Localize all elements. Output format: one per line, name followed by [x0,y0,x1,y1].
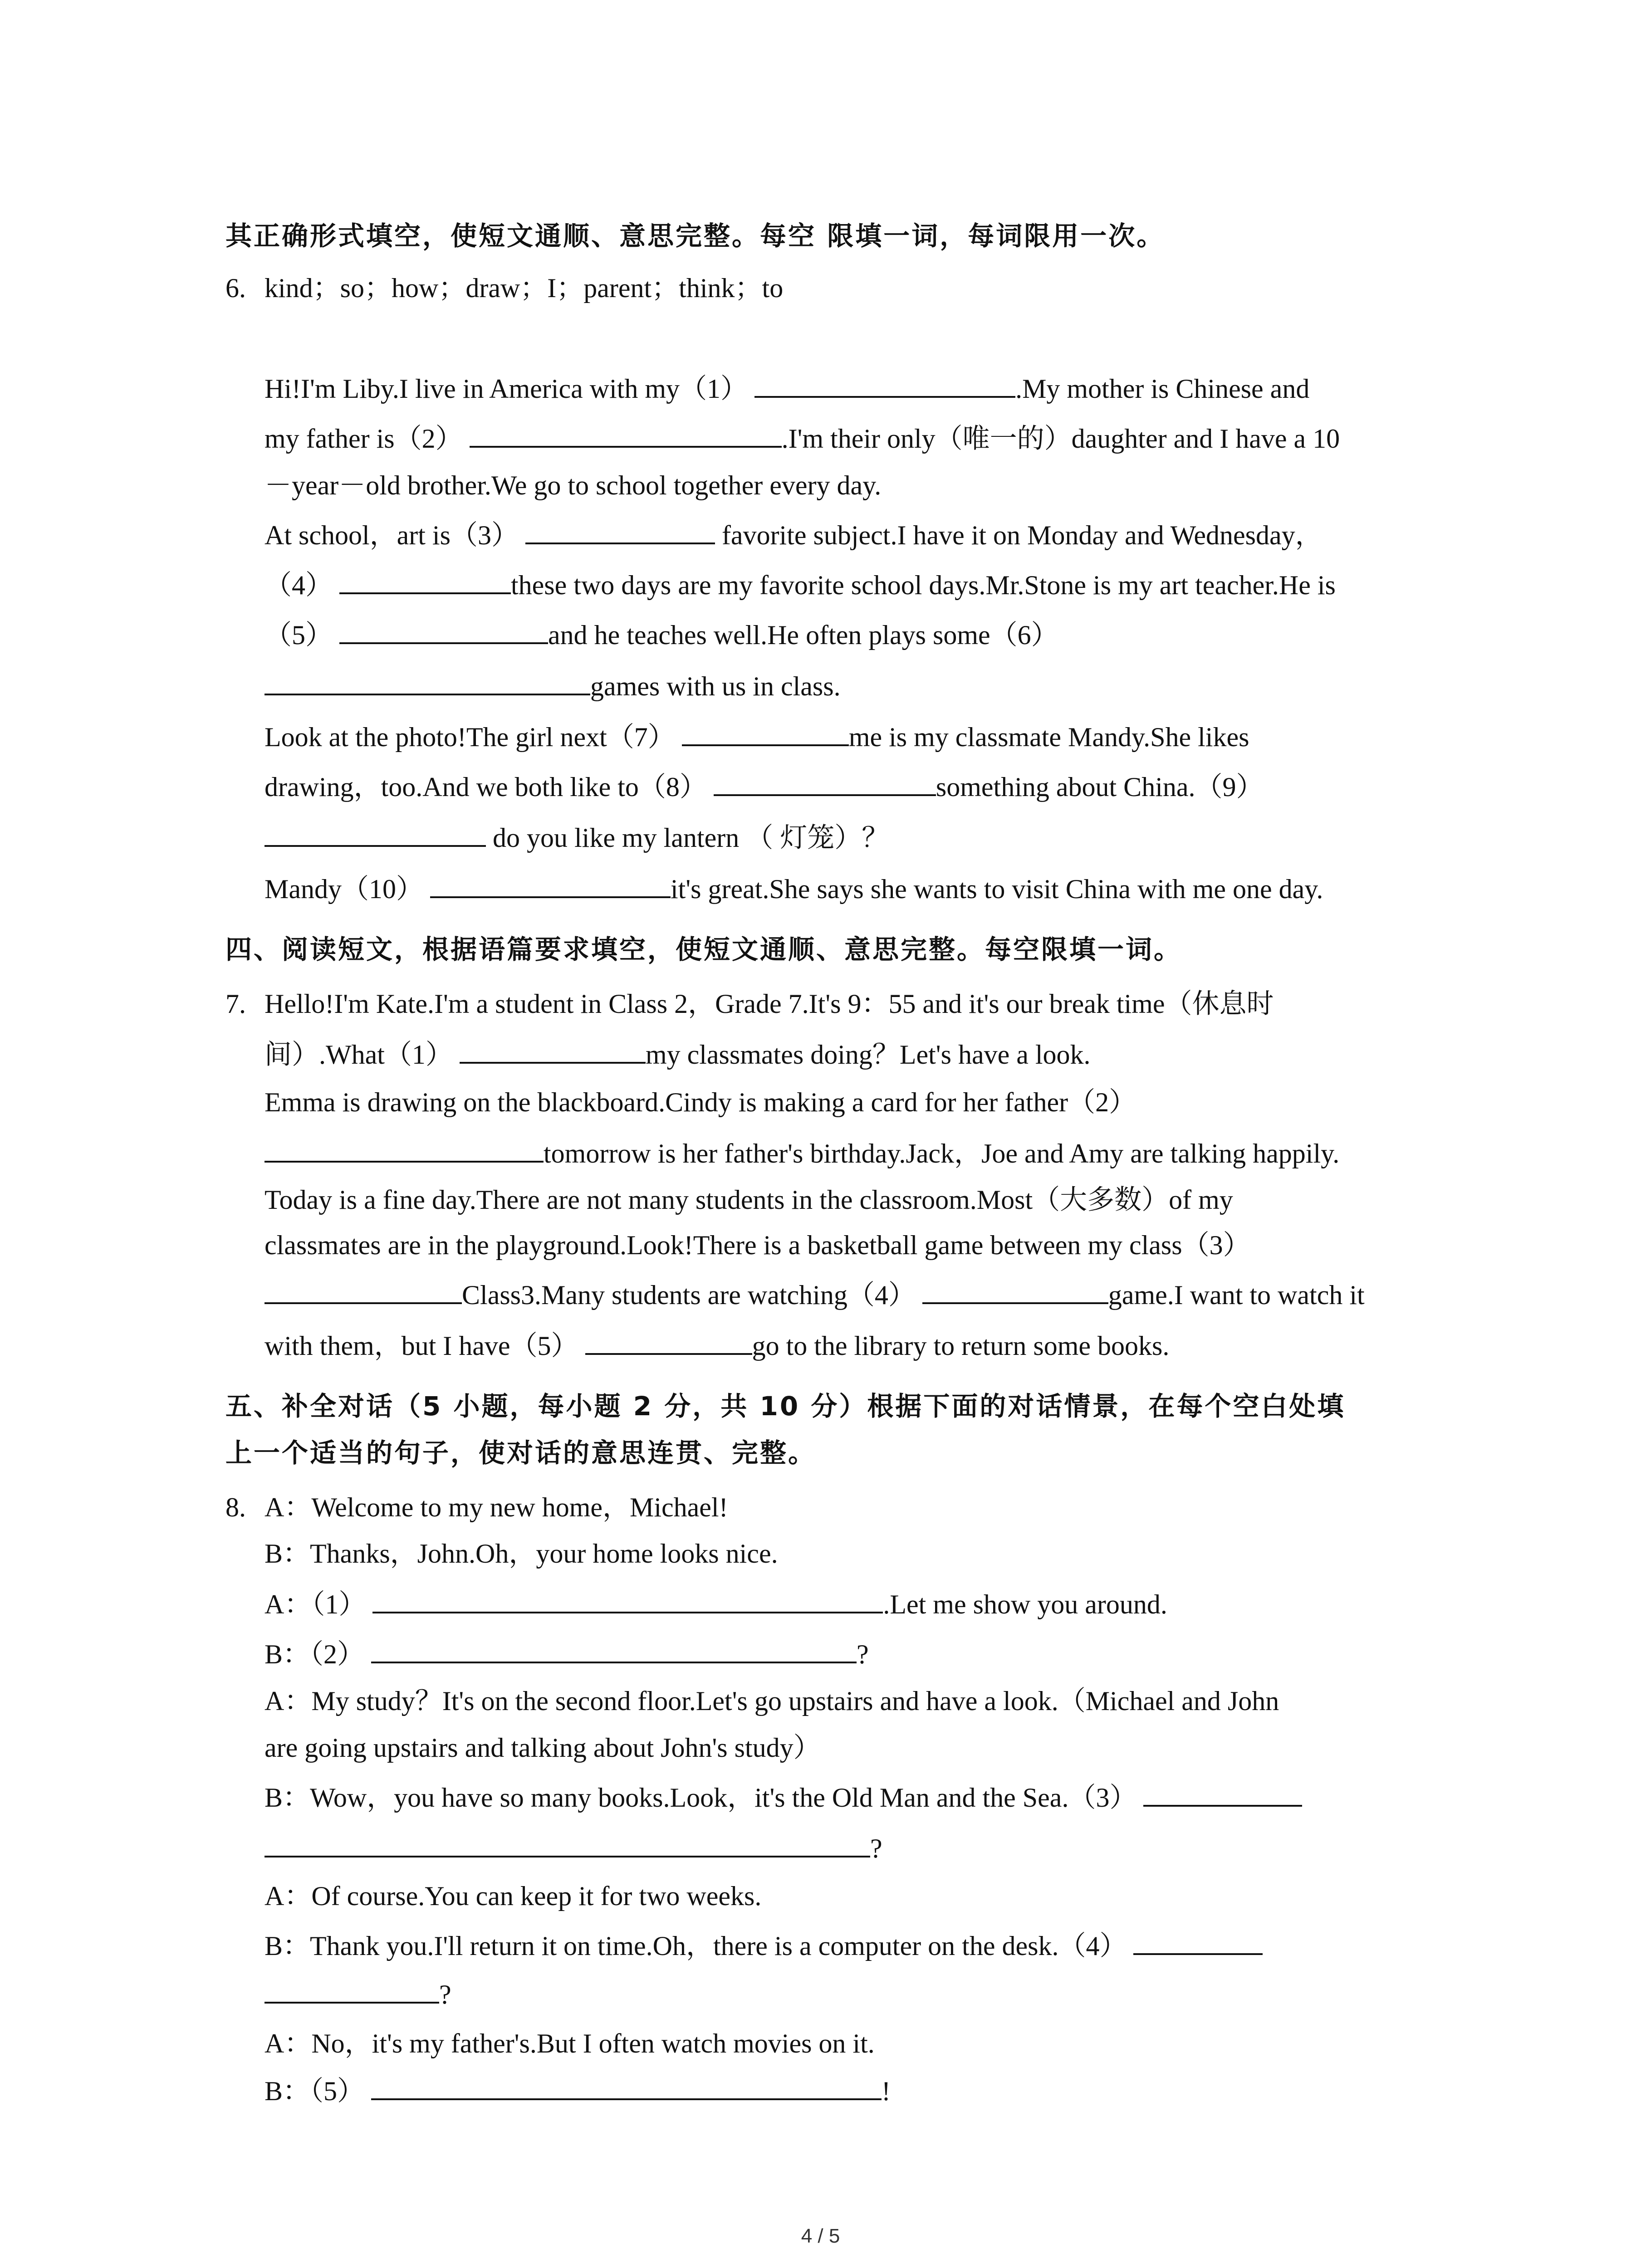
q7-line: with them，but I have（5） go to the library to return some books. [265,1325,1169,1366]
blank-input[interactable] [682,717,849,746]
q6-line: drawing，too.And we both like to（8） something about China.（9） [265,767,1264,807]
section5-title: 五、补全对话（5 小题，每小题 2 分，共 10 分）根据下面的对话情景，在每个空白处填 [225,1391,1346,1422]
q7-line: 7. Hello!I'm Kate.I'm a student in Class 2，Grade 7.It's 9：55 and it's our break time（休息时 [225,989,1274,1019]
q6-line: games with us in class. [265,666,841,707]
q6-line: （5） and he teaches well.He often plays some（6） [265,615,1058,655]
dialogue-line: B：（2） ? [265,1634,869,1675]
dialogue-line: B：Thanks，John.Oh，your home looks nice. [265,1539,778,1569]
q6-word-bank [225,268,783,308]
blank-input[interactable] [1133,1926,1263,1955]
blank-input[interactable] [265,666,590,695]
q7-line: Class3.Many students are watching（4） game.I want to watch it [265,1275,1365,1315]
q6-line: －year－old brother.We go to school together every day. [265,470,882,500]
blank-input[interactable] [371,2071,882,2100]
section4-title: 四、阅读短文，根据语篇要求填空，使短文通顺、意思完整。每空限填一词。 [225,934,1182,965]
q7-line: Today is a fine day.There are not many students in the classroom.Most（大多数）of my [265,1185,1233,1215]
blank-input[interactable] [754,369,1015,398]
question-number: 8. [225,1492,246,1522]
blank-input[interactable] [372,1584,883,1613]
dialogue-line: B：（5） ! [265,2071,891,2112]
dialogue-line: A：My study？It's on the second floor.Let's go upstairs and have a look.（Michael and John [265,1686,1279,1716]
dialogue-line: A：No，it's my father's.But I often watch movies on it. [265,2028,875,2058]
question-number: 7. [225,989,246,1019]
q6-line: my father is（2） .I'm their only（唯一的）daughter and I have a 10 [265,418,1340,459]
section3-instruction: 其正确形式填空，使短文通顺、意思完整。每空 限填一词，每词限用一次。 [225,220,1165,251]
blank-input[interactable] [371,1634,857,1663]
q7-line: tomorrow is her father's birthday.Jack，Joe and Amy are talking happily. [265,1133,1339,1174]
q7-line: classmates are in the playground.Look!There is a basketball game between my class（3） [265,1230,1250,1260]
blank-input[interactable] [339,565,511,594]
q7-line: 间）.What（1） my classmates doing？Let's have a look. [265,1034,1091,1075]
q7-line: Emma is drawing on the blackboard.Cindy is making a card for her father（2） [265,1087,1136,1117]
q6-line: Look at the photo!The girl next（7） me is my classmate Mandy.She likes [265,717,1249,758]
blank-input[interactable] [1143,1778,1302,1807]
dialogue-line: 8. A：Welcome to my new home，Michael! [225,1492,728,1522]
blank-input[interactable] [922,1275,1108,1304]
blank-input[interactable] [430,869,671,898]
page-number: 4 / 5 [801,2225,840,2247]
blank-input[interactable] [714,767,936,796]
dialogue-line: ? [265,1828,882,1869]
blank-input[interactable] [265,1828,870,1857]
blank-input[interactable] [265,1134,544,1163]
q6-line: Mandy（10） it's great.She says she wants to visit China with me one day. [265,869,1323,909]
section5-title: 上一个适当的句子，使对话的意思连贯、完整。 [225,1437,817,1468]
blank-input[interactable] [525,515,715,544]
dialogue-line: A：Of course.You can keep it for two weeks. [265,1881,762,1911]
q6-line: （4） these two days are my favorite school days.Mr.Stone is my art teacher.He is [265,565,1336,606]
blank-input[interactable] [265,1275,462,1304]
dialogue-line: ? [265,1974,451,2015]
dialogue-line: A：（1） .Let me show you around. [265,1584,1167,1625]
blank-input[interactable] [585,1326,752,1355]
q6-line: At school，art is（3） favorite subject.I have it on Monday and Wednesday， [265,515,1323,556]
blank-input[interactable] [339,615,548,644]
q6-line: Hi!I'm Liby.I live in America with my（1） .My mother is Chinese and [265,368,1309,409]
dialogue-line: B：Wow，you have so many books.Look，it's the Old Man and the Sea.（3） [265,1777,1302,1818]
question-number: 6. [225,273,246,303]
blank-input[interactable] [470,419,782,448]
dialogue-line: are going upstairs and talking about John's study） [265,1733,821,1763]
dialogue-line: B：Thank you.I'll return it on time.Oh，there is a computer on the desk.（4） [265,1926,1263,1966]
blank-input[interactable] [265,818,486,847]
q6-line: do you like my lantern （ 灯笼）？ [265,817,889,858]
word-bank: kind；so；how；draw；I；parent；think；to [265,273,784,303]
blank-input[interactable] [460,1035,646,1064]
blank-input[interactable] [265,1975,439,2004]
